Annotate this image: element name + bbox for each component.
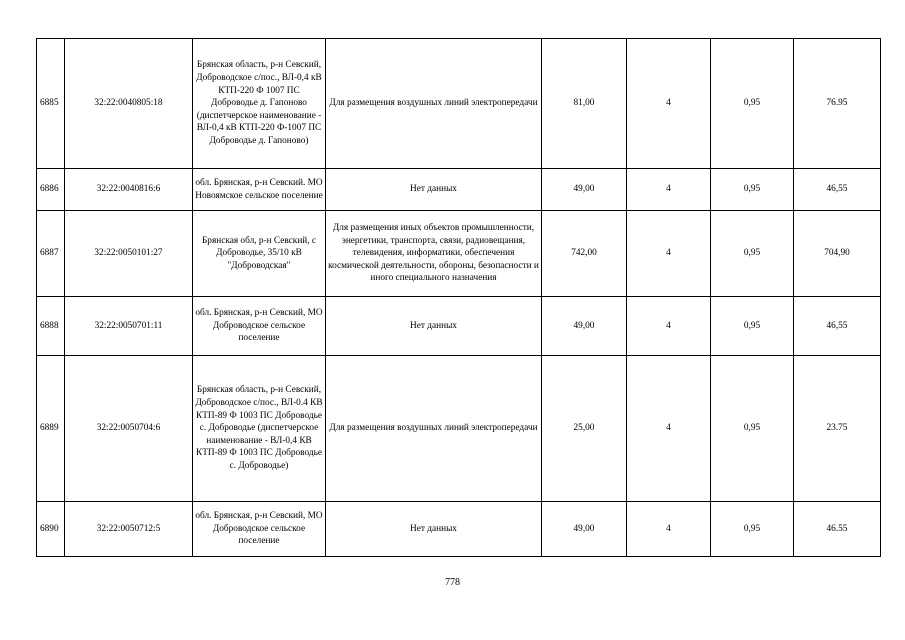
- table-row: [37, 39, 881, 169]
- cadastral-number: 32:22:0050704:6: [65, 356, 193, 502]
- result-cell: 704,90: [794, 211, 881, 297]
- cadastral-number: 32:22:0040805:18: [65, 39, 193, 169]
- cadastral-number: 32:22:0050701:11: [65, 297, 193, 356]
- purpose-cell: Нет данных: [326, 169, 542, 211]
- row-number: 6888: [37, 297, 65, 356]
- purpose-cell: Нет данных: [326, 502, 542, 557]
- result-cell: 23.75: [794, 356, 881, 502]
- purpose-cell: Нет данных: [326, 297, 542, 356]
- coefficient-cell: 0,95: [711, 356, 794, 502]
- area-cell: 49,00: [542, 169, 627, 211]
- rate-cell: 4: [627, 169, 711, 211]
- address-cell: Брянская область, р-н Севский, Доброводское с/пос., ВЛ-0,4 кВ КТП-220 Ф 1007 ПС Доброводье д. Гапоново (диспетчерское наименование - ВЛ-0,4 кВ КТП-220 Ф-1007 ПС Доброводье д. Гапоново): [193, 39, 326, 169]
- page-number: 778: [445, 577, 460, 588]
- rate-cell: 4: [627, 211, 711, 297]
- row-number: 6885: [37, 39, 65, 169]
- area-cell: 49,00: [542, 297, 627, 356]
- row-number: 6887: [37, 211, 65, 297]
- table-row: [37, 502, 881, 557]
- area-cell: 742,00: [542, 211, 627, 297]
- registry-table: [36, 38, 881, 557]
- address-cell: Брянская обл, р-н Севский, с Доброводье, 35/10 кВ "Доброводская": [193, 211, 326, 297]
- area-cell: 25,00: [542, 356, 627, 502]
- result-cell: 46.55: [794, 502, 881, 557]
- cadastral-number: 32:22:0050712:5: [65, 502, 193, 557]
- coefficient-cell: 0,95: [711, 297, 794, 356]
- rate-cell: 4: [627, 39, 711, 169]
- address-cell: обл. Брянская, р-н Севский, МО Доброводское сельское поселение: [193, 502, 326, 557]
- coefficient-cell: 0,95: [711, 502, 794, 557]
- address-cell: Брянская область, р-н Севский, Доброводское с/пос., ВЛ-0.4 КВ КТП-89 Ф 1003 ПС Доброводье с. Доброводье (диспетчерское наименование - ВЛ-0,4 КВ КТП-89 Ф 1003 ПС Доброводье с. Доброводье): [193, 356, 326, 502]
- area-cell: 49,00: [542, 502, 627, 557]
- address-cell: обл. Брянская, р-н Севский, МО Доброводское сельское поселение: [193, 297, 326, 356]
- result-cell: 46,55: [794, 169, 881, 211]
- coefficient-cell: 0,95: [711, 169, 794, 211]
- row-number: 6890: [37, 502, 65, 557]
- purpose-cell: Для размещения воздушных линий электропередачи: [326, 39, 542, 169]
- row-number: 6886: [37, 169, 65, 211]
- table-row: [37, 211, 881, 297]
- row-number: 6889: [37, 356, 65, 502]
- rate-cell: 4: [627, 356, 711, 502]
- table-row: [37, 169, 881, 211]
- area-cell: 81,00: [542, 39, 627, 169]
- table-row: [37, 297, 881, 356]
- purpose-cell: Для размещения иных объектов промышленности, энергетики, транспорта, связи, радиовещания, телевидения, информатики, обеспечения космической деятельности, обороны, безопасности и иного специального назначения: [326, 211, 542, 297]
- rate-cell: 4: [627, 502, 711, 557]
- cadastral-number: 32:22:0040816:6: [65, 169, 193, 211]
- result-cell: 46,55: [794, 297, 881, 356]
- coefficient-cell: 0,95: [711, 211, 794, 297]
- cadastral-number: 32:22:0050101:27: [65, 211, 193, 297]
- address-cell: обл. Брянская, р-н Севский. МО Новоямское сельское поселение: [193, 169, 326, 211]
- rate-cell: 4: [627, 297, 711, 356]
- purpose-cell: Для размещения воздушных линий электропередачи: [326, 356, 542, 502]
- result-cell: 76.95: [794, 39, 881, 169]
- coefficient-cell: 0,95: [711, 39, 794, 169]
- table-row: [37, 356, 881, 502]
